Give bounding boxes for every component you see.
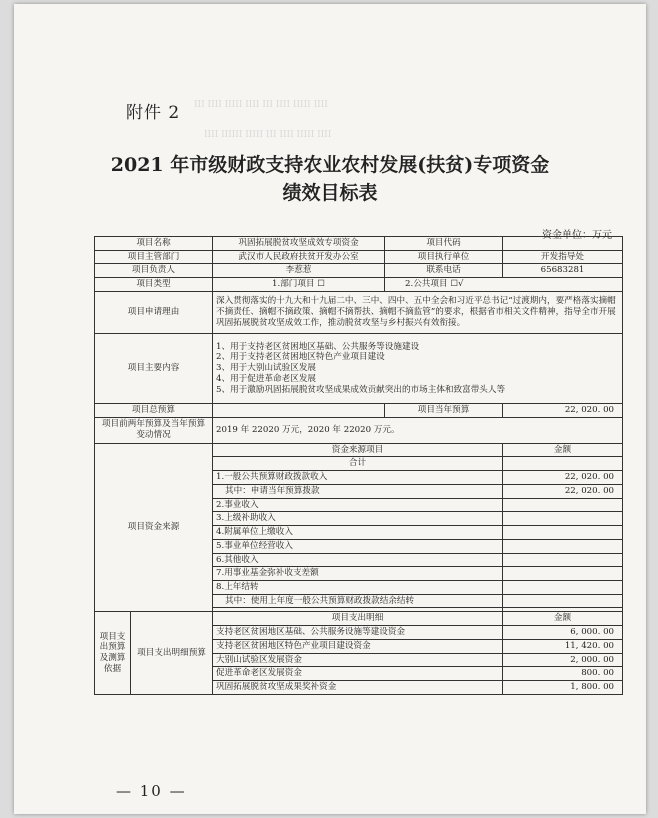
cell-value (503, 553, 623, 567)
cell-value: 开发指导处 (503, 250, 623, 264)
cell-label: 促进革命老区发展资金 (213, 667, 503, 681)
table-row (95, 237, 623, 251)
list-item: 5、用于激励巩固拓展脱贫攻坚成果成效贡献突出的市场主体和致富带头人等 (216, 384, 506, 395)
table-row (95, 264, 623, 278)
bleed-through-text: ⅠⅠⅠⅠ ⅠⅠⅠⅠⅠⅠ ⅠⅠⅠⅠⅠ ⅠⅠⅠ ⅠⅠⅠⅠ ⅠⅠⅠⅠⅠ ⅠⅠⅠⅠ (204, 130, 332, 140)
cell-label: 项目执行单位 (385, 250, 503, 264)
unit-label: 资金单位：万元 (542, 230, 612, 241)
cell-value (503, 457, 623, 471)
list-item: 3、用于大别山试验区发展 (216, 363, 317, 374)
cell-label: 支持老区贫困地区基础、公共服务设施等建设资金 (213, 626, 503, 640)
document-subtitle: 绩效目标表 (282, 182, 378, 204)
table-row (95, 417, 623, 443)
cell-label: 项目申请理由 (95, 291, 213, 333)
cell-label: 项目类型 (95, 278, 213, 292)
cell-value (503, 539, 623, 553)
table-row (95, 333, 623, 403)
table-row (95, 443, 623, 457)
column-header: 项目支出明细 (213, 612, 503, 626)
table-row (95, 403, 623, 417)
expenditure-section-label: 项目支出预算及测算依据 (95, 612, 131, 694)
cell-label: 项目当年预算 (385, 403, 503, 417)
cell-value: 800. 00 (503, 667, 623, 681)
cell-value: 2.公共项目 ☐√ (385, 278, 623, 292)
cell-label: 5.事业单位经营收入 (213, 539, 503, 553)
cell-value: 6, 000. 00 (503, 626, 623, 640)
cell-value (503, 237, 623, 251)
page-number: — 10 — (116, 782, 187, 800)
cell-label: 1.一般公共预算财政拨款收入 (213, 471, 503, 485)
cell-value: 巩固拓展脱贫攻坚成效专项资金 (213, 237, 385, 251)
cell-value: 1, 800. 00 (503, 681, 623, 695)
cell-label: 联系电话 (385, 264, 503, 278)
cell-label: 项目总预算 (95, 403, 213, 417)
project-basis-text: 深入贯彻落实的十九大和十九届二中、三中、四中、五中全会和习近平总书记“过渡期内，要严格落实摘帽不摘责任、摘帽不摘政策、摘帽不摘帮扶、摘帽不摘监管”的要求，根据省市相关文件精神，指导全市开展巩固拓展脱贫攻坚成效工作，推动脱贫攻坚与乡村振兴有效衔接。 (213, 291, 623, 333)
column-header: 资金来源项目 (213, 443, 503, 457)
cell-label: 7.用事业基金弥补收支差额 (213, 567, 503, 581)
table-row (95, 291, 623, 333)
cell-value: 22, 020. 00 (503, 484, 623, 498)
attachment-label: 附件 2 (126, 103, 181, 123)
cell-value: 1.部门项目 ☐ (213, 278, 385, 292)
cell-label: 项目名称 (95, 237, 213, 251)
column-header: 金额 (503, 443, 623, 457)
list-item: 2、用于支持老区贫困地区特色产业项目建设 (216, 352, 385, 363)
cell-value (213, 403, 385, 417)
cell-value (503, 498, 623, 512)
cell-label: 项目前两年预算及当年预算变动情况 (95, 417, 213, 443)
column-header: 金额 (503, 612, 623, 626)
cell-value: 2019 年 22020 万元，2020 年 22020 万元。 (213, 417, 623, 443)
cell-value (503, 581, 623, 595)
cell-label: 项目主要内容 (95, 333, 213, 403)
document-page (14, 4, 646, 814)
cell-label: 8.上年结转 (213, 581, 503, 595)
bleed-through-text: ⅠⅠⅠ ⅠⅠⅠⅠ ⅠⅠⅠⅠⅠ ⅠⅠⅠⅠ ⅠⅠⅠ ⅠⅠⅠⅠ ⅠⅠⅠⅠⅠ ⅠⅠⅠⅠ (194, 100, 328, 110)
cell-label: 其中：使用上年度一般公共预算财政拨款结余结转 (213, 594, 503, 608)
cell-label: 6.其他收入 (213, 553, 503, 567)
cell-value: 李惹惹 (213, 264, 385, 278)
list-item: 4、用于促进革命老区发展 (216, 373, 317, 384)
table-row (95, 612, 623, 626)
table-row (95, 250, 623, 264)
cell-label: 支持老区贫困地区特色产业项目建设资金 (213, 639, 503, 653)
document-title: 2021 年市级财政支持农业农村发展(扶贫)专项资金 (110, 154, 550, 176)
cell-value: 65683281 (503, 264, 623, 278)
cell-value: 22, 020. 00 (503, 471, 623, 485)
cell-label: 其中：申请当年预算拨款 (213, 484, 503, 498)
cell-value: 武汉市人民政府扶贫开发办公室 (213, 250, 385, 264)
cell-value: 11, 420. 00 (503, 639, 623, 653)
cell-label: 巩固拓展脱贫攻坚成果奖补资金 (213, 681, 503, 695)
cell-label: 合计 (213, 457, 503, 471)
cell-label: 4.附属单位上缴收入 (213, 526, 503, 540)
expenditure-sub-label: 项目支出明细预算 (131, 612, 213, 694)
list-item: 1、用于支持老区贫困地区基础、公共服务等设施建设 (216, 341, 420, 352)
cell-value (503, 526, 623, 540)
cell-label: 3.上级补助收入 (213, 512, 503, 526)
table-row (95, 278, 623, 292)
cell-value: 22, 020. 00 (503, 403, 623, 417)
cell-label: 项目主管部门 (95, 250, 213, 264)
cell-label: 大别山试验区发展资金 (213, 653, 503, 667)
cell-value (503, 594, 623, 608)
cell-label: 项目代码 (385, 237, 503, 251)
funding-section-label: 项目资金来源 (95, 443, 213, 612)
performance-target-table (94, 236, 623, 695)
cell-label: 项目负责人 (95, 264, 213, 278)
cell-value (503, 567, 623, 581)
project-content-list (213, 333, 623, 403)
cell-value: 2, 000. 00 (503, 653, 623, 667)
cell-value (503, 512, 623, 526)
cell-label: 2.事业收入 (213, 498, 503, 512)
